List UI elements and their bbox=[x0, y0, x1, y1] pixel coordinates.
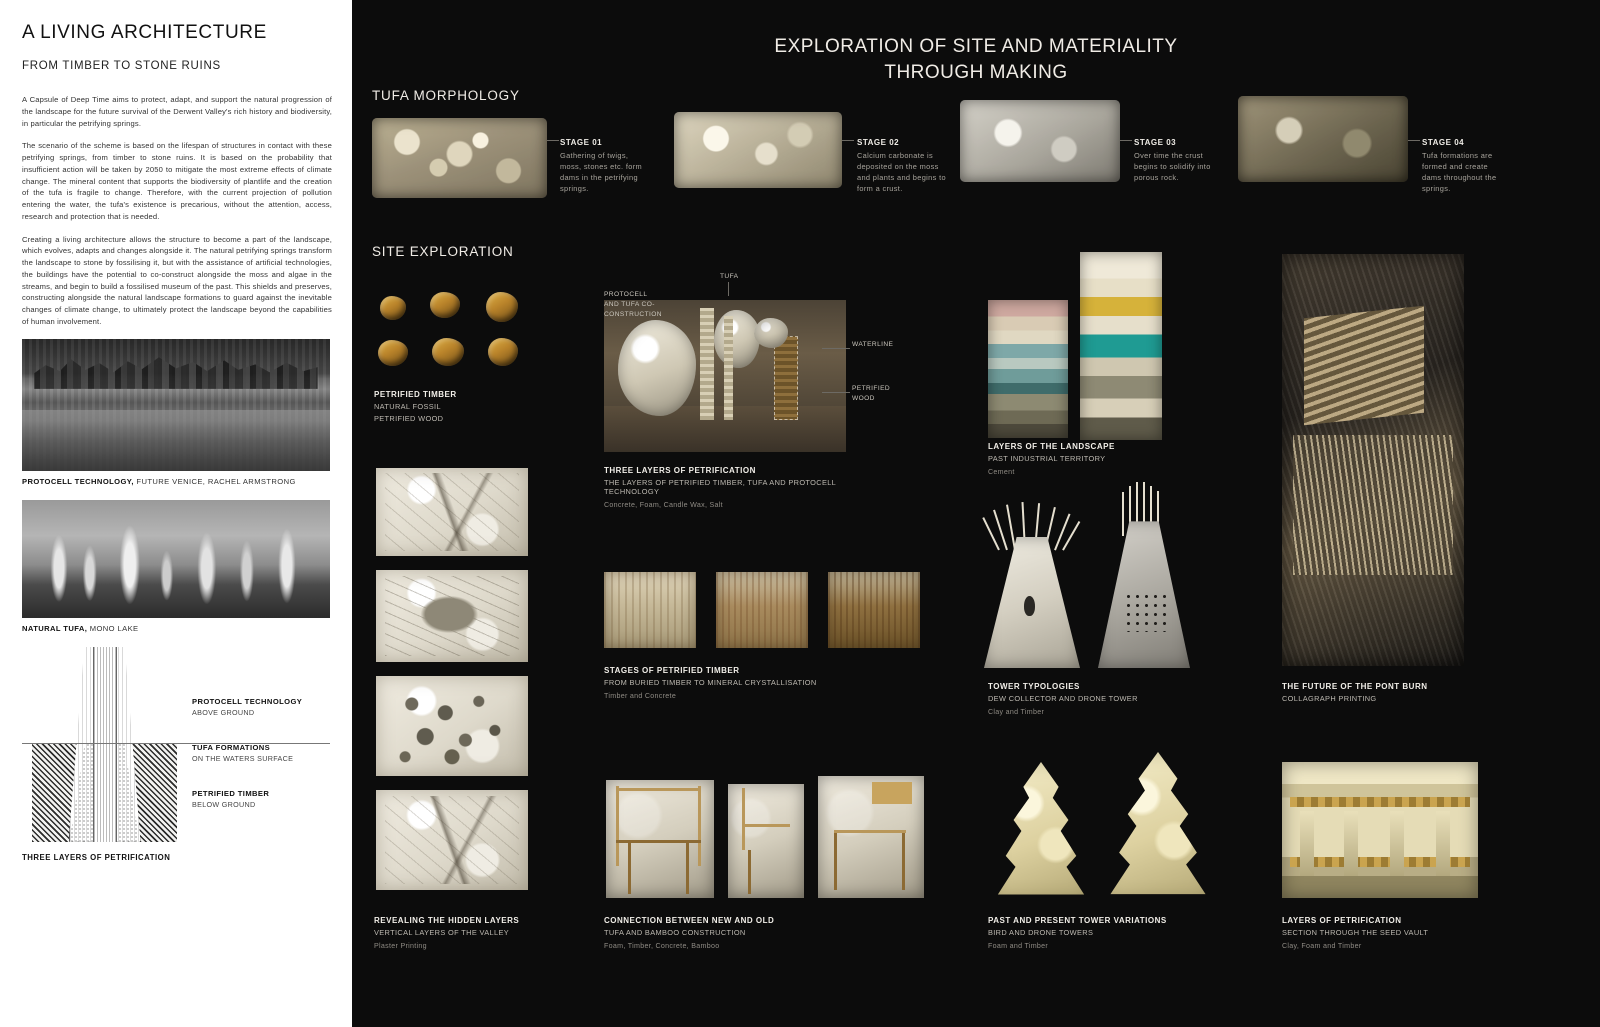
tower-dew-collector bbox=[984, 500, 1080, 668]
caption-bold: NATURAL TUFA, bbox=[22, 623, 88, 633]
tower-typologies-line: DEW COLLECTOR AND DRONE TOWER bbox=[988, 694, 1138, 703]
foam-tower-drone bbox=[1104, 752, 1212, 900]
stage-caption-04 bbox=[1422, 138, 1508, 194]
diagram-caption: THREE LAYERS OF PETRIFICATION bbox=[22, 852, 171, 862]
stage-01-text: Gathering of twigs, moss, stones etc. form dams in the petrifying springs. bbox=[560, 151, 643, 194]
timber-block-3 bbox=[828, 572, 920, 648]
caption-three-layers-petrification bbox=[604, 466, 854, 509]
layers-landscape-mat: Cement bbox=[988, 468, 1015, 476]
tower-typologies-mat: Clay and Timber bbox=[988, 708, 1045, 716]
leader-waterline bbox=[822, 348, 850, 349]
photo-mono-lake bbox=[22, 500, 330, 618]
leader-line-1 bbox=[547, 140, 559, 141]
caption-layers-of-landscape bbox=[988, 442, 1218, 476]
petrified-timber-mat: PETRIFIED WOOD bbox=[374, 414, 444, 423]
tufa-specimen-stage-02 bbox=[674, 112, 842, 188]
label-waterline: WATERLINE bbox=[852, 341, 894, 348]
pont-burn-head: THE FUTURE OF THE PONT BURN bbox=[1282, 682, 1428, 691]
stage-01-label: STAGE 01 bbox=[560, 138, 603, 147]
stages-timber-line: FROM BURIED TIMBER TO MINERAL CRYSTALLISATION bbox=[604, 678, 817, 687]
three-layers-head: THREE LAYERS OF PETRIFICATION bbox=[604, 466, 756, 475]
stage-03-text: Over time the crust begins to solidify into porous rock. bbox=[1134, 151, 1211, 183]
connection-line: TUFA AND BAMBOO CONSTRUCTION bbox=[604, 928, 746, 937]
collagraph-print bbox=[1282, 254, 1464, 666]
diagram-label-1-title: PROTOCELL TECHNOLOGY bbox=[192, 696, 303, 706]
stages-timber-mat: Timber and Concrete bbox=[604, 692, 677, 700]
intro-paragraph-1: A Capsule of Deep Time aims to protect, adapt, and support the natural progression of the landscape for the future survival of the Derwent Valley's rich history and biodiversity, in particular the petrifying springs. bbox=[22, 95, 332, 128]
exploration-panel bbox=[352, 0, 1600, 1027]
bamboo-tufa-model-1 bbox=[606, 780, 714, 898]
connection-mat: Foam, Timber, Concrete, Bamboo bbox=[604, 942, 720, 950]
layers-landscape-line: PAST INDUSTRIAL TERRITORY bbox=[988, 454, 1106, 463]
landscape-layers-sample-2 bbox=[1080, 252, 1162, 440]
leader-line-3 bbox=[1120, 140, 1132, 141]
panel-title-line-2: THROUGH MAKING bbox=[884, 61, 1068, 83]
stage-04-label: STAGE 04 bbox=[1422, 138, 1465, 147]
diagram-label-3-title: PETRIFIED TIMBER bbox=[192, 788, 270, 798]
section-title-site-exploration: SITE EXPLORATION bbox=[372, 244, 514, 259]
tower-drone bbox=[1098, 480, 1190, 668]
layers-petrification-line: SECTION THROUGH THE SEED VAULT bbox=[1282, 928, 1429, 937]
panel-title-line-1: EXPLORATION OF SITE AND MATERIALITY bbox=[774, 36, 1178, 57]
caption-petrified-timber bbox=[374, 390, 544, 423]
plaster-tile-3 bbox=[376, 676, 528, 776]
caption-rest: FUTURE VENICE, RACHEL ARMSTRONG bbox=[133, 476, 296, 486]
plaster-tile-1 bbox=[376, 468, 528, 556]
diagram-label-2-sub: ON THE WATERS SURFACE bbox=[192, 753, 294, 763]
bamboo-tufa-model-3 bbox=[818, 776, 924, 898]
label-protocell-tufa: PROTOCELL AND TUFA CO- CONSTRUCTION bbox=[604, 291, 662, 318]
tufa-specimen-stage-03 bbox=[960, 100, 1120, 182]
bamboo-tufa-model-2 bbox=[728, 784, 804, 898]
stage-03-label: STAGE 03 bbox=[1134, 138, 1177, 147]
landscape-layers-sample-1 bbox=[988, 300, 1068, 438]
left-column bbox=[0, 0, 352, 1027]
tower-typologies-head: TOWER TYPOLOGIES bbox=[988, 682, 1080, 691]
photo-future-venice-caption bbox=[22, 477, 332, 486]
caption-tower-typologies bbox=[988, 682, 1208, 716]
diagram-label-1-sub: ABOVE GROUND bbox=[192, 707, 255, 717]
label-petrified-wood: PETRIFIED WOOD bbox=[852, 385, 891, 402]
revealing-mat: Plaster Printing bbox=[374, 942, 427, 950]
tufa-specimen-stage-04 bbox=[1238, 96, 1408, 182]
diagram-labels bbox=[192, 697, 332, 835]
layers-petrification-head: LAYERS OF PETRIFICATION bbox=[1282, 916, 1402, 925]
diagram-label-2-title: TUFA FORMATIONS bbox=[192, 742, 271, 752]
caption-connection-new-old bbox=[604, 916, 864, 950]
caption-future-pont-burn bbox=[1282, 682, 1512, 703]
three-layers-diagram bbox=[22, 647, 330, 847]
caption-layers-of-petrification bbox=[1282, 916, 1512, 950]
label-tufa: TUFA bbox=[720, 273, 739, 280]
diagram-label-3-sub: BELOW GROUND bbox=[192, 799, 256, 809]
plaster-tile-4 bbox=[376, 790, 528, 890]
leader-line-2 bbox=[842, 140, 854, 141]
caption-revealing-hidden-layers bbox=[374, 916, 574, 950]
stage-02-label: STAGE 02 bbox=[857, 138, 900, 147]
intro-paragraph-3: Creating a living architecture allows the structure to become a part of the landscape, which evolves, adapts and changes alongside it. The natural petrifying springs transform the landscape to stone by fossilising it, but with the assistance of artificial technologies, the buildings have the potential to co-construct alongside the moss and algae in the streams, and begin to build a fossilised museum of the past. This shields and preserves, constructing alongside the natural landscape formations to guard against the inevitable changes of climate change, to ultimately protect the landscape beyond the capabilities of human involvement. bbox=[22, 234, 332, 327]
layers-petrification-mat: Clay, Foam and Timber bbox=[1282, 942, 1362, 950]
plaster-tile-2 bbox=[376, 570, 528, 662]
page-title: A LIVING ARCHITECTURE bbox=[22, 22, 267, 43]
petrified-timber-head: PETRIFIED TIMBER bbox=[374, 390, 457, 399]
seed-vault-section bbox=[1282, 762, 1478, 898]
leader-line-4 bbox=[1408, 140, 1420, 141]
tower-variations-mat: Foam and Timber bbox=[988, 942, 1049, 950]
photo-mono-lake-caption bbox=[22, 624, 332, 633]
three-layers-model bbox=[604, 300, 846, 452]
intro-paragraph-2: The scenario of the scheme is based on the lifespan of structures in contact with these petrifying springs, from timber to stone ruins. It is based on the probability that insufficient action will be taken by 2050 to mitigate the most extreme effects of climate change. The mineral content that supports the biodiversity of plantlife and the creation of the tufa is fragile to change. Therefore, with the current projection of pollution entering the water, the tufa's existence is precarious, without the attention, access, research and protection that is needed. bbox=[22, 141, 332, 221]
stage-caption-03 bbox=[1134, 138, 1226, 183]
timber-block-1 bbox=[604, 572, 696, 648]
photo-future-venice bbox=[22, 339, 330, 471]
diagram-figure bbox=[32, 647, 177, 842]
tower-variations-line: BIRD AND DRONE TOWERS bbox=[988, 928, 1094, 937]
page-subtitle: FROM TIMBER TO STONE RUINS bbox=[22, 60, 221, 72]
stage-caption-01 bbox=[560, 138, 652, 194]
revealing-head: REVEALING THE HIDDEN LAYERS bbox=[374, 916, 520, 925]
connection-head: CONNECTION BETWEEN NEW AND OLD bbox=[604, 916, 775, 925]
caption-bold: PROTOCELL TECHNOLOGY, bbox=[22, 476, 134, 486]
three-layers-mat: Concrete, Foam, Candle Wax, Salt bbox=[604, 501, 723, 509]
revealing-line: VERTICAL LAYERS OF THE VALLEY bbox=[374, 928, 510, 937]
section-title-tufa-morphology: TUFA MORPHOLOGY bbox=[372, 88, 520, 103]
timber-block-2 bbox=[716, 572, 808, 648]
three-layers-line: THE LAYERS OF PETRIFIED TIMBER, TUFA AND PROTOCELL TECHNOLOGY bbox=[604, 478, 836, 496]
tufa-specimen-stage-01 bbox=[372, 118, 547, 198]
stage-04-text: Tufa formations are formed and create dams throughout the springs. bbox=[1422, 151, 1497, 194]
caption-rest: MONO LAKE bbox=[87, 623, 139, 633]
pont-burn-line: COLLAGRAPH PRINTING bbox=[1282, 694, 1377, 703]
caption-stages-petrified-timber bbox=[604, 666, 864, 700]
caption-tower-variations bbox=[988, 916, 1238, 950]
stages-timber-head: STAGES OF PETRIFIED TIMBER bbox=[604, 666, 740, 675]
petrified-timber-line: NATURAL FOSSIL bbox=[374, 402, 441, 411]
panel-title bbox=[352, 34, 1600, 85]
foam-tower-bird bbox=[992, 762, 1090, 900]
stage-02-text: Calcium carbonate is deposited on the moss and plants and begins to form a crust. bbox=[857, 151, 946, 194]
leader-tufa bbox=[728, 282, 729, 296]
tower-variations-head: PAST AND PRESENT TOWER VARIATIONS bbox=[988, 916, 1167, 925]
stage-caption-02 bbox=[857, 138, 949, 194]
leader-petrified-wood bbox=[822, 392, 850, 393]
layers-landscape-head: LAYERS OF THE LANDSCAPE bbox=[988, 442, 1115, 451]
